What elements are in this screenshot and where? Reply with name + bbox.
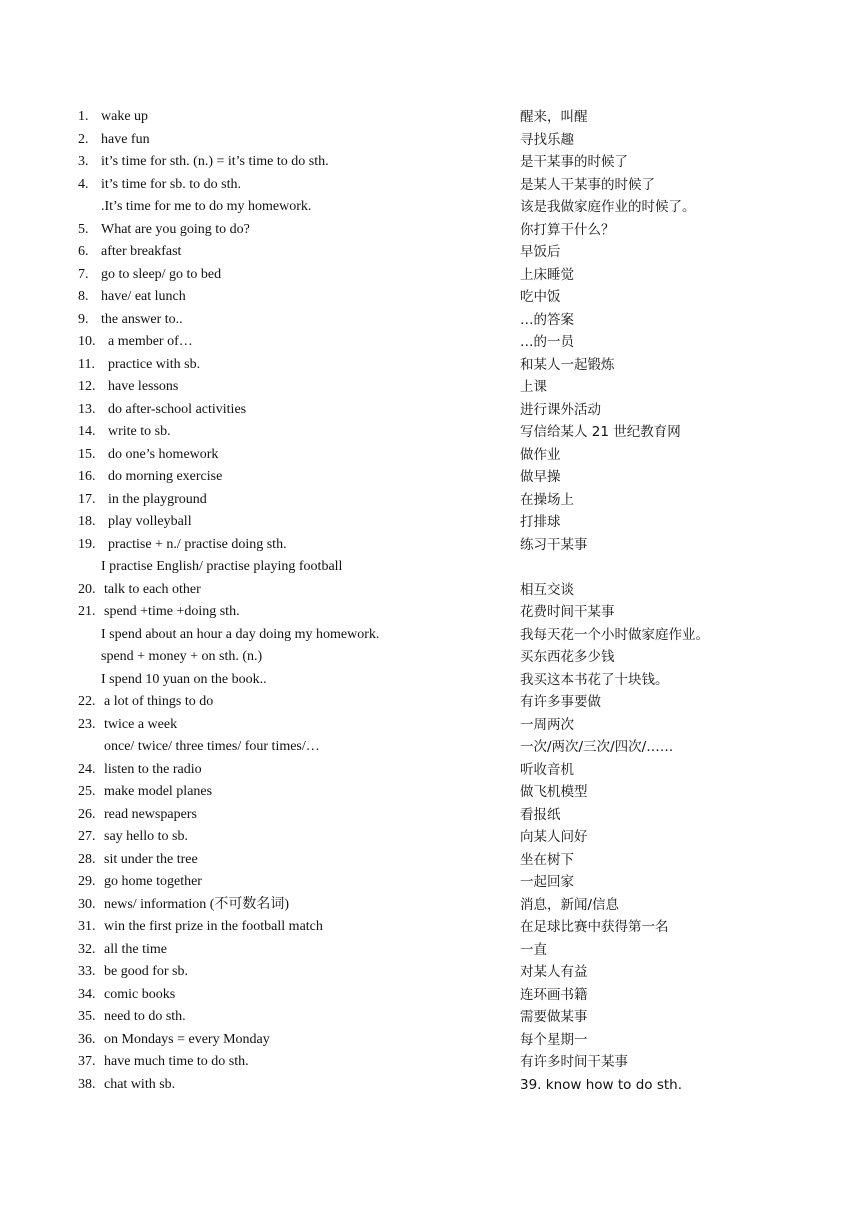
chinese-meaning: 做作业 — [520, 446, 561, 463]
vocab-row — [0, 444, 860, 467]
chinese-meaning: 坐在树下 — [520, 851, 574, 868]
example-row — [0, 646, 860, 669]
english-phrase: say hello to sb. — [104, 829, 188, 844]
english-phrase: practice with sb. — [108, 356, 201, 372]
item-number: 1. — [78, 109, 89, 124]
english-phrase: comic books — [104, 986, 176, 1002]
chinese-meaning: 向某人问好 — [520, 829, 588, 845]
vocab-row — [0, 871, 860, 894]
vocab-row — [0, 759, 860, 782]
chinese-meaning: 买东西花多少钱 — [520, 649, 615, 665]
example-row — [0, 669, 860, 692]
item-number: 21. — [78, 604, 96, 619]
english-phrase: have fun — [101, 131, 150, 147]
item-number: 10. — [78, 334, 96, 349]
chinese-meaning: 听收音机 — [520, 761, 574, 778]
english-phrase: be good for sb. — [104, 964, 188, 979]
vocab-row — [0, 1074, 860, 1097]
english-phrase: chat with sb. — [104, 1076, 176, 1092]
item-number: 15. — [78, 446, 96, 462]
vocab-row — [0, 219, 860, 242]
vocab-row — [0, 331, 860, 354]
item-number: 11. — [78, 356, 95, 372]
english-phrase: a member of… — [108, 334, 193, 349]
vocab-row — [0, 534, 860, 557]
item-number: 20. — [78, 581, 96, 597]
vocab-row — [0, 714, 860, 737]
english-phrase: have/ eat lunch — [101, 289, 186, 304]
english-phrase: make model planes — [104, 784, 213, 799]
english-phrase: spend +time +doing sth. — [104, 604, 240, 619]
vocab-row — [0, 151, 860, 174]
item-number: 23. — [78, 716, 96, 732]
vocab-row — [0, 354, 860, 377]
english-phrase: do one’s homework — [108, 446, 219, 462]
english-phrase: write to sb. — [108, 424, 171, 439]
english-phrase: twice a week — [104, 716, 178, 732]
chinese-meaning: …的答案 — [520, 311, 574, 328]
vocab-row — [0, 939, 860, 962]
english-phrase: win the first prize in the football match — [104, 919, 323, 934]
english-phrase: all the time — [104, 941, 167, 957]
item-number: 34. — [78, 986, 96, 1002]
vocab-row — [0, 511, 860, 534]
english-phrase: the answer to.. — [101, 311, 183, 327]
vocab-row — [0, 286, 860, 309]
english-phrase: a lot of things to do — [104, 694, 214, 709]
chinese-meaning: 有许多事要做 — [520, 694, 601, 710]
item-number: 14. — [78, 424, 96, 439]
chinese-meaning: 有许多时间干某事 — [520, 1054, 628, 1070]
chinese-meaning: …的一员 — [520, 334, 574, 350]
item-number: 25. — [78, 784, 96, 799]
chinese-meaning: 我买这本书花了十块钱。 — [520, 671, 669, 688]
example-sentence: spend + money + on sth. (n.) — [101, 649, 263, 664]
item-number: 2. — [78, 131, 89, 147]
chinese-meaning: 连环画书籍 — [520, 986, 588, 1003]
item-number: 24. — [78, 761, 96, 777]
chinese-meaning: 吃中饭 — [520, 289, 561, 305]
vocab-row — [0, 601, 860, 624]
vocab-row — [0, 1006, 860, 1029]
chinese-meaning: 和某人一起锻炼 — [520, 356, 615, 373]
chinese-meaning: 进行课外活动 — [520, 401, 601, 418]
english-phrase: in the playground — [108, 491, 207, 507]
vocab-row — [0, 849, 860, 872]
vocab-row — [0, 399, 860, 422]
vocab-row — [0, 804, 860, 827]
vocab-row — [0, 106, 860, 129]
chinese-meaning: 每个星期一 — [520, 1031, 588, 1048]
item-number: 7. — [78, 266, 89, 282]
chinese-meaning: 是某人干某事的时候了 — [520, 176, 655, 193]
example-row — [0, 624, 860, 647]
vocab-row — [0, 984, 860, 1007]
item-number: 28. — [78, 851, 96, 867]
chinese-meaning: 相互交谈 — [520, 581, 574, 598]
chinese-meaning: 消息，新闻/信息 — [520, 896, 620, 913]
chinese-meaning: 醒来，叫醒 — [520, 109, 588, 125]
english-phrase: do morning exercise — [108, 469, 223, 484]
chinese-meaning: 练习干某事 — [520, 536, 588, 553]
chinese-meaning: 需要做某事 — [520, 1009, 588, 1025]
item-number: 16. — [78, 469, 96, 484]
item-number: 17. — [78, 491, 96, 507]
example-sentence: once/ twice/ three times/ four times/… — [104, 739, 320, 754]
example-sentence: I spend about an hour a day doing my homework. — [101, 626, 380, 642]
chinese-meaning: 一次/两次/三次/四次/…… — [520, 739, 674, 755]
vocab-row — [0, 421, 860, 444]
item-number: 30. — [78, 896, 96, 912]
item-number: 26. — [78, 806, 96, 822]
chinese-meaning: 一起回家 — [520, 874, 574, 890]
item-number: 8. — [78, 289, 89, 304]
english-phrase: listen to the radio — [104, 761, 202, 777]
english-phrase: it’s time for sth. (n.) = it’s time to do sth. — [101, 154, 329, 169]
vocab-row — [0, 1029, 860, 1052]
chinese-meaning: 上课 — [520, 379, 547, 395]
item-number: 12. — [78, 379, 96, 394]
chinese-meaning: 该是我做家庭作业的时候了。 — [520, 199, 696, 215]
english-phrase: have much time to do sth. — [104, 1054, 249, 1069]
vocab-row — [0, 129, 860, 152]
english-phrase: it’s time for sb. to do sth. — [101, 176, 241, 192]
vocab-row — [0, 961, 860, 984]
english-phrase: go home together — [104, 874, 202, 889]
chinese-meaning: 39. know how to do sth. — [520, 1076, 683, 1093]
item-number: 32. — [78, 941, 96, 957]
example-row — [0, 196, 860, 219]
vocab-row — [0, 264, 860, 287]
english-phrase: play volleyball — [108, 514, 192, 529]
example-sentence: I practise English/ practise playing football — [101, 559, 343, 574]
english-phrase: news/ information (不可数名词) — [104, 896, 290, 912]
chinese-meaning: 打排球 — [520, 514, 561, 530]
english-phrase: read newspapers — [104, 806, 197, 822]
item-number: 18. — [78, 514, 96, 529]
chinese-meaning: 一周两次 — [520, 716, 574, 733]
chinese-meaning: 早饭后 — [520, 244, 561, 260]
english-phrase: go to sleep/ go to bed — [101, 266, 222, 282]
chinese-meaning: 写信给某人 21 世纪教育网 — [520, 424, 681, 440]
english-phrase: have lessons — [108, 379, 179, 394]
vocab-row — [0, 309, 860, 332]
chinese-meaning: 对某人有益 — [520, 964, 588, 980]
item-number: 6. — [78, 244, 89, 259]
vocab-row — [0, 894, 860, 917]
english-phrase: do after-school activities — [108, 401, 247, 417]
example-row — [0, 736, 860, 759]
chinese-meaning: 你打算干什么？ — [520, 221, 615, 238]
item-number: 36. — [78, 1031, 96, 1047]
vocab-row — [0, 579, 860, 602]
chinese-meaning: 做飞机模型 — [520, 784, 588, 800]
vocab-row — [0, 781, 860, 804]
vocabulary-list — [0, 106, 860, 1096]
item-number: 27. — [78, 829, 96, 844]
example-sentence: I spend 10 yuan on the book.. — [101, 671, 267, 687]
vocab-row — [0, 241, 860, 264]
chinese-meaning: 看报纸 — [520, 806, 561, 823]
english-phrase: What are you going to do? — [101, 221, 250, 237]
item-number: 33. — [78, 964, 96, 979]
vocab-row — [0, 826, 860, 849]
vocab-row — [0, 376, 860, 399]
chinese-meaning: 在操场上 — [520, 491, 574, 508]
english-phrase: talk to each other — [104, 581, 201, 597]
chinese-meaning: 寻找乐趣 — [520, 131, 574, 148]
item-number: 22. — [78, 694, 96, 709]
chinese-meaning: 在足球比赛中获得第一名 — [520, 919, 669, 935]
item-number: 5. — [78, 221, 89, 237]
item-number: 35. — [78, 1009, 96, 1024]
item-number: 3. — [78, 154, 89, 169]
vocab-row — [0, 1051, 860, 1074]
item-number: 31. — [78, 919, 96, 934]
vocab-row — [0, 691, 860, 714]
english-phrase: on Mondays = every Monday — [104, 1031, 270, 1047]
chinese-meaning: 上床睡觉 — [520, 266, 574, 283]
item-number: 4. — [78, 176, 89, 192]
chinese-meaning: 做早操 — [520, 469, 561, 485]
chinese-meaning: 我每天花一个小时做家庭作业。 — [520, 626, 709, 643]
chinese-meaning: 是干某事的时候了 — [520, 154, 628, 170]
english-phrase: wake up — [101, 109, 149, 124]
item-number: 29. — [78, 874, 96, 889]
item-number: 19. — [78, 536, 96, 552]
chinese-meaning: 一直 — [520, 941, 547, 958]
example-sentence: .It’s time for me to do my homework. — [101, 199, 312, 214]
vocab-row — [0, 466, 860, 489]
item-number: 9. — [78, 311, 89, 327]
vocab-row — [0, 489, 860, 512]
item-number: 37. — [78, 1054, 96, 1069]
chinese-meaning: 花费时间干某事 — [520, 604, 615, 620]
english-phrase: practise + n./ practise doing sth. — [108, 536, 287, 552]
english-phrase: need to do sth. — [104, 1009, 186, 1024]
english-phrase: after breakfast — [101, 244, 182, 259]
example-row — [0, 556, 860, 579]
item-number: 13. — [78, 401, 96, 417]
vocab-row — [0, 916, 860, 939]
english-phrase: sit under the tree — [104, 851, 198, 867]
item-number: 38. — [78, 1076, 96, 1092]
vocab-row — [0, 174, 860, 197]
